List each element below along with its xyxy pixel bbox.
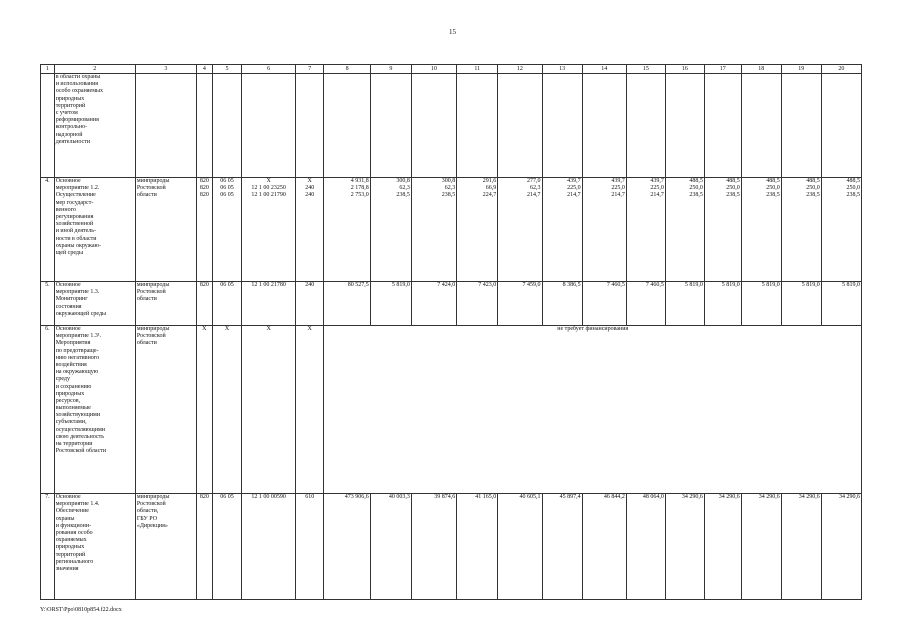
- activity-name-line: и сохранению: [55, 383, 92, 390]
- activity-name-line: нию негативного: [55, 354, 100, 361]
- activity-name-line: состояния: [55, 303, 82, 310]
- value-cell: [626, 178, 665, 282]
- sub-value: 240: [305, 185, 315, 192]
- value-cell: [741, 178, 781, 282]
- value-cell: 610: [295, 494, 323, 600]
- budget-table: [40, 64, 862, 600]
- column-header: 1: [41, 65, 55, 74]
- sub-value: 62,3: [530, 185, 541, 192]
- value-cell: 8 386,5: [542, 282, 582, 326]
- value-cell: 41 165,0: [457, 494, 498, 600]
- sub-value: 12 1 00 21790: [251, 192, 286, 199]
- activity-name-line: Мероприятия: [55, 340, 91, 347]
- value-cell: [196, 178, 212, 282]
- sub-value: X: [307, 178, 312, 184]
- value-cell: [498, 178, 542, 282]
- column-header: 12: [498, 65, 542, 74]
- empty-cell: [212, 74, 242, 178]
- activity-name-line: значения: [55, 565, 79, 572]
- activity-name-line: охраняемых: [55, 537, 87, 544]
- activity-name-line: в области охраны: [55, 74, 101, 80]
- value-cell: [821, 178, 861, 282]
- activity-name-line: охраны: [55, 515, 75, 522]
- empty-cell: [626, 74, 665, 178]
- table-row: [41, 494, 862, 600]
- sub-value: 214,7: [611, 192, 625, 199]
- executor-line: «Дирекция»: [136, 522, 168, 529]
- sub-value: 488,5: [689, 178, 703, 184]
- value-cell: 473 906,6: [324, 494, 370, 600]
- empty-cell: [295, 74, 323, 178]
- sub-value: 225,0: [650, 185, 664, 192]
- activity-name-line: природных: [55, 544, 85, 551]
- row-number: 7.: [41, 494, 55, 600]
- sub-value: 62,3: [399, 185, 410, 192]
- activity-name-line: Ростовской области: [55, 448, 107, 455]
- sub-value: 439,7: [567, 178, 581, 184]
- row-number: [41, 74, 55, 178]
- value-cell: [582, 178, 626, 282]
- value-cell: 820: [196, 282, 212, 326]
- column-header: 19: [781, 65, 821, 74]
- value-cell: 240: [295, 282, 323, 326]
- executor-line: Ростовской: [136, 501, 166, 508]
- row-number: 4.: [41, 178, 55, 282]
- column-header: 13: [542, 65, 582, 74]
- activity-name: [54, 494, 135, 600]
- empty-cell: [704, 74, 741, 178]
- sub-value: X: [266, 178, 271, 184]
- value-cell: 34 290,6: [665, 494, 704, 600]
- activity-name-line: Основное: [55, 494, 81, 500]
- executor-line: области,: [136, 508, 159, 515]
- activity-name-line: мероприятие 1.2.: [55, 185, 100, 192]
- activity-name-line: Основное: [55, 178, 81, 184]
- sub-value: 238,5: [689, 192, 703, 199]
- activity-name-line: Мониторинг: [55, 296, 88, 303]
- value-cell: 7 460,5: [582, 282, 626, 326]
- column-header: 5: [212, 65, 242, 74]
- value-cell: [704, 178, 741, 282]
- value-cell: 06 05: [212, 494, 242, 600]
- sub-value: 488,5: [846, 178, 860, 184]
- row-number: 6.: [41, 326, 55, 494]
- empty-cell: [498, 74, 542, 178]
- column-header: 16: [665, 65, 704, 74]
- sub-value: 300,8: [396, 178, 410, 184]
- executor-line: Ростовской: [136, 185, 166, 192]
- empty-cell: [411, 74, 456, 178]
- column-header: 18: [741, 65, 781, 74]
- value-cell: 40 605,1: [498, 494, 542, 600]
- activity-name-line: ности в области: [55, 235, 97, 242]
- sub-value: 225,0: [567, 185, 581, 192]
- value-cell: 7 459,0: [498, 282, 542, 326]
- table-row: [41, 178, 862, 282]
- executor-line: минприроды: [136, 326, 170, 332]
- sub-value: 250,0: [766, 185, 780, 192]
- value-cell: 34 290,6: [821, 494, 861, 600]
- value-cell: 5 819,0: [370, 282, 411, 326]
- value-cell: 5 819,0: [704, 282, 741, 326]
- value-cell: 80 527,5: [324, 282, 370, 326]
- value-cell: [324, 178, 370, 282]
- sub-value: 250,0: [726, 185, 740, 192]
- empty-cell: [370, 74, 411, 178]
- executor: [135, 282, 196, 326]
- code-cell: X: [196, 326, 212, 494]
- page-number: 15: [449, 28, 456, 36]
- column-header: 14: [582, 65, 626, 74]
- empty-cell: [741, 74, 781, 178]
- sub-value: 820: [199, 185, 209, 192]
- activity-name-line: регионального: [55, 558, 94, 565]
- code-cell: X: [242, 326, 296, 494]
- value-cell: 12 1 00 21780: [242, 282, 296, 326]
- value-cell: [542, 178, 582, 282]
- sub-value: 238,5: [806, 192, 820, 199]
- value-cell: 34 290,6: [781, 494, 821, 600]
- code-cell: X: [295, 326, 323, 494]
- sub-value: 439,7: [611, 178, 625, 184]
- activity-name: [54, 282, 135, 326]
- activity-name-line: территорий: [55, 551, 86, 558]
- sub-value: 820: [199, 178, 209, 184]
- executor-line: минприроды: [136, 178, 170, 184]
- activity-name-line: хозяйствующими: [55, 412, 101, 419]
- value-cell: 5 819,0: [781, 282, 821, 326]
- value-cell: 7 424,0: [411, 282, 456, 326]
- activity-name-line: осуществляющими: [55, 426, 105, 433]
- column-header: 3: [135, 65, 196, 74]
- sub-value: 488,5: [726, 178, 740, 184]
- sub-value: 62,3: [444, 185, 456, 192]
- executor-line: Ростовской: [136, 289, 166, 296]
- sub-value: 488,5: [806, 178, 820, 184]
- value-cell: 5 819,0: [665, 282, 704, 326]
- table-row: [41, 282, 862, 326]
- activity-name-line: свою деятельность: [55, 433, 104, 440]
- sub-value: 224,7: [482, 192, 497, 199]
- sub-value: 238,5: [846, 192, 860, 199]
- activity-name-line: реформирования: [55, 117, 99, 124]
- value-cell: 48 064,0: [626, 494, 665, 600]
- sub-value: 820: [199, 192, 209, 199]
- column-header: 4: [196, 65, 212, 74]
- sub-value: 66,9: [485, 185, 497, 192]
- value-cell: 34 290,6: [741, 494, 781, 600]
- activity-name-line: деятельности: [55, 138, 91, 145]
- sub-value: 238,5: [441, 192, 456, 199]
- sub-value: 06 05: [220, 178, 234, 184]
- activity-name-line: охраны окружаю-: [55, 242, 101, 249]
- activity-name-line: регулирования: [55, 213, 94, 220]
- sub-value: 214,7: [650, 192, 664, 199]
- activity-name: [54, 178, 135, 282]
- activity-name-line: щей среды: [55, 249, 84, 256]
- sub-value: 238,5: [726, 192, 740, 199]
- empty-cell: [324, 74, 370, 178]
- activity-name-line: выполняемые: [55, 405, 91, 412]
- activity-name-line: на территории: [55, 441, 93, 447]
- executor-line: минприроды: [136, 494, 170, 500]
- activity-name-line: ресурсов,: [55, 397, 81, 404]
- activity-name-line: природных: [55, 95, 85, 102]
- executor-line: области: [136, 192, 157, 199]
- activity-name-line: с учетом: [55, 109, 78, 116]
- financing-note: не требует финансирования: [324, 326, 862, 494]
- sub-value: 238,5: [766, 192, 780, 199]
- sub-value: 250,0: [689, 185, 703, 192]
- empty-cell: [665, 74, 704, 178]
- header-row: [41, 65, 862, 74]
- activity-name-line: и иной деятель-: [55, 228, 97, 235]
- sub-value: 291,6: [482, 178, 497, 184]
- empty-cell: [457, 74, 498, 178]
- activity-name: [54, 326, 135, 494]
- table-row: [41, 326, 862, 494]
- executor-line: области: [136, 296, 157, 303]
- value-cell: [665, 178, 704, 282]
- activity-name-line: окружающей среды: [55, 310, 107, 317]
- sub-value: 277,0: [527, 178, 541, 184]
- activity-name-line: контрольно-: [55, 124, 88, 131]
- column-header: 15: [626, 65, 665, 74]
- executor: [135, 178, 196, 282]
- value-cell: [370, 178, 411, 282]
- column-header: 6: [242, 65, 296, 74]
- activity-name-line: хозяйственной: [55, 221, 94, 228]
- activity-name-line: венного: [55, 206, 76, 213]
- activity-name-line: среду: [55, 376, 70, 383]
- value-cell: 39 874,6: [411, 494, 456, 600]
- sub-value: 250,0: [806, 185, 820, 192]
- sub-value: 225,0: [611, 185, 625, 192]
- sub-value: 4 931,8: [350, 178, 369, 184]
- value-cell: [457, 178, 498, 282]
- value-cell: 06 05: [212, 282, 242, 326]
- activity-name-line: воздействия: [55, 361, 87, 368]
- empty-cell: [781, 74, 821, 178]
- sub-value: 250,0: [846, 185, 860, 192]
- executor-line: минприроды: [136, 282, 170, 288]
- value-cell: [242, 178, 296, 282]
- activity-name-line: Обеспечение: [55, 508, 89, 515]
- value-cell: [212, 178, 242, 282]
- code-cell: X: [212, 326, 242, 494]
- sub-value: 238,5: [396, 192, 410, 199]
- empty-cell: [196, 74, 212, 178]
- value-cell: 5 819,0: [821, 282, 861, 326]
- sub-value: 2 178,8: [350, 185, 369, 192]
- column-header: 10: [411, 65, 456, 74]
- sub-value: 240: [305, 192, 315, 199]
- value-cell: [295, 178, 323, 282]
- empty-cell: [242, 74, 296, 178]
- value-cell: 820: [196, 494, 212, 600]
- value-cell: 7 460,5: [626, 282, 665, 326]
- activity-name-line: мер государст-: [55, 199, 94, 206]
- value-cell: 5 819,0: [741, 282, 781, 326]
- activity-name-line: особо охраняемых: [55, 88, 104, 95]
- row-number: 5.: [41, 282, 55, 326]
- value-cell: [411, 178, 456, 282]
- activity-name-line: субъектами,: [55, 419, 87, 426]
- column-header: 7: [295, 65, 323, 74]
- executor-line: Ростовской: [136, 333, 166, 340]
- column-header: 2: [54, 65, 135, 74]
- value-cell: 7 423,0: [457, 282, 498, 326]
- sub-value: 214,7: [527, 192, 541, 199]
- sub-value: 12 1 00 23250: [251, 185, 286, 192]
- activity-name-line: мероприятие 1.3¹.: [55, 333, 102, 340]
- file-path-footer: Y:\ORST\Ppo\0810p854.f22.docx: [40, 607, 122, 613]
- sub-value: 06 05: [220, 185, 234, 192]
- activity-name-line: на окружающую: [55, 369, 99, 376]
- activity-name-line: и функциони-: [55, 522, 92, 529]
- value-cell: 34 290,6: [704, 494, 741, 600]
- executor-line: области: [136, 340, 157, 347]
- continuation-row: [41, 74, 862, 178]
- activity-name-line: мероприятие 1.4.: [55, 501, 100, 508]
- activity-name-line: надзорной: [55, 131, 83, 138]
- empty-cell: [542, 74, 582, 178]
- column-header: 11: [457, 65, 498, 74]
- sub-value: 439,7: [650, 178, 664, 184]
- empty-cell: [135, 74, 196, 178]
- sub-value: 214,7: [567, 192, 581, 199]
- executor: [135, 494, 196, 600]
- sub-value: 06 05: [220, 192, 234, 199]
- empty-cell: [582, 74, 626, 178]
- activity-name-line: рования особо: [55, 529, 93, 536]
- activity-name: [54, 74, 135, 178]
- activity-name-line: Основное: [55, 282, 81, 288]
- executor-line: ГБУ РО: [136, 515, 158, 522]
- empty-cell: [821, 74, 861, 178]
- activity-name-line: природных: [55, 390, 85, 397]
- activity-name-line: по предотвраще-: [55, 347, 99, 354]
- executor: [135, 326, 196, 494]
- activity-name-line: и использования: [55, 81, 99, 88]
- sub-value: 2 753,0: [350, 192, 369, 199]
- activity-name-line: территорий: [55, 102, 86, 109]
- column-header: 20: [821, 65, 861, 74]
- column-header: 9: [370, 65, 411, 74]
- activity-name-line: Основное: [55, 326, 81, 332]
- value-cell: 40 003,3: [370, 494, 411, 600]
- value-cell: 46 844,2: [582, 494, 626, 600]
- activity-name-line: Осуществление: [55, 192, 96, 199]
- value-cell: 12 1 00 00590: [242, 494, 296, 600]
- sub-value: 488,5: [766, 178, 780, 184]
- column-header: 8: [324, 65, 370, 74]
- column-header: 17: [704, 65, 741, 74]
- value-cell: 45 897,4: [542, 494, 582, 600]
- sub-value: 300,8: [441, 178, 456, 184]
- activity-name-line: мероприятие 1.3.: [55, 289, 100, 296]
- value-cell: [781, 178, 821, 282]
